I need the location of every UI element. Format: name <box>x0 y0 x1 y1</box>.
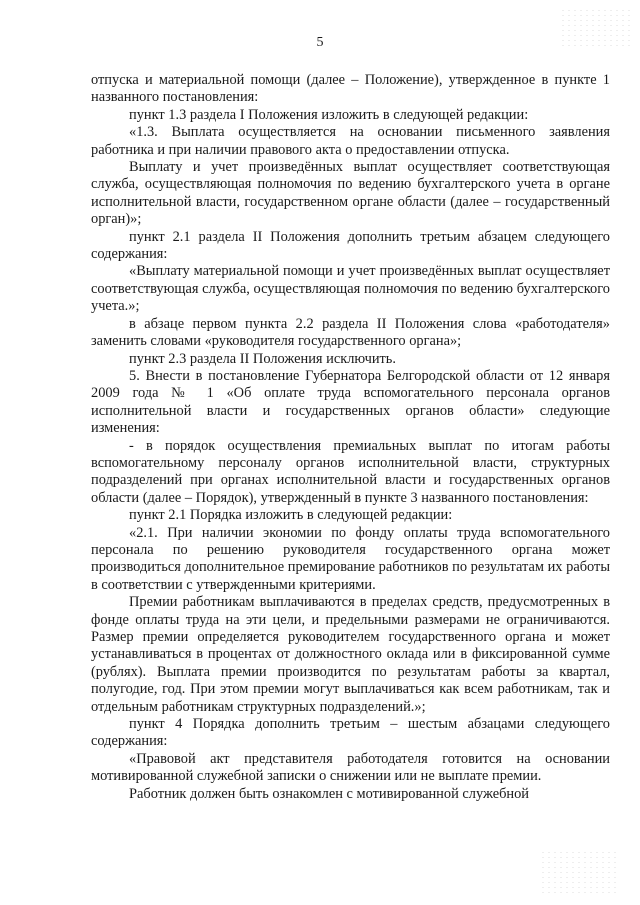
paragraph: отпуска и материальной помощи (далее – Положение), утвержденное в пункте 1 названного постановления: <box>91 72 610 106</box>
paragraph: «Выплату материальной помощи и учет произведённых выплат осуществляет соответствующая служба, осуществляющая полномочия по ведению бухгалтерского учета.»; <box>91 263 610 315</box>
paragraph: Премии работникам выплачиваются в пределах средств, предусмотренных в фонде оплаты труда на эти цели, и предельными размерами не ограничиваются. Размер премии определяется руководителем государственного органа и может устанавливаться в процентах от должностного оклада или в фиксированной сумме (рублях). Выплата премии производится по результатам работы за квартал, полугодие, год. При этом премии могут выплачиваться как всем работникам, так и отдельным работникам структурных подразделений.»; <box>91 594 610 715</box>
paragraph: «Правовой акт представителя работодателя готовится на основании мотивированной служебной записки о снижении или не выплате премии. <box>91 750 610 785</box>
paragraph: пункт 4 Порядка дополнить третьим – шестым абзацами следующего содержания: <box>91 716 610 750</box>
paragraph: «1.3. Выплата осуществляется на основании письменного заявления работника и при наличии правового акта о предоставлении отпуска. <box>91 124 610 158</box>
paragraph: в абзаце первом пункта 2.2 раздела II Положения слова «работодателя» заменить словами «руководителя государственного органа»; <box>91 315 610 350</box>
paragraph: пункт 1.3 раздела I Положения изложить в следующей редакции: <box>129 106 529 123</box>
paragraph: - в порядок осуществления премиальных выплат по итогам работы вспомогательному персоналу органов исполнительной власти, структурных подразделений при органах исполнительной власти и государственных органов области (далее – Порядок), утвержденный в пункте 3 названного постановления: <box>91 437 610 506</box>
paragraph: 5. Внести в постановление Губернатора Белгородской области от 12 января 2009 года № 1 «Об оплате труда вспомогательного персонала органов исполнительной власти и государственных органов области» следующие изменения: <box>91 367 610 437</box>
paragraph: пункт 2.1 Порядка изложить в следующей редакции: <box>129 507 453 524</box>
paragraph: «2.1. При наличии экономии по фонду оплаты труда вспомогательного персонала по решению руководителя государственного органа может производиться дополнительное премирование работников по результатам их работы в соответствии с утвержденными критериями. <box>91 524 610 593</box>
paragraph: пункт 2.1 раздела II Положения дополнить третьим абзацем следующего содержания: <box>91 228 610 263</box>
paragraph: пункт 2.3 раздела II Положения исключить. <box>129 350 396 367</box>
scan-noise-bottom-right <box>540 850 620 895</box>
paragraph: Выплату и учет произведённых выплат осуществляет соответствующая служба, осуществляющая полномочия по ведению бухгалтерского учета в органе исполнительной власти, государственном органе области (далее – государственный орган)»; <box>91 159 610 228</box>
document-body <box>91 72 610 803</box>
paragraph: Работник должен быть ознакомлен с мотивированной служебной <box>129 785 530 802</box>
page-number: 5 <box>316 35 324 50</box>
